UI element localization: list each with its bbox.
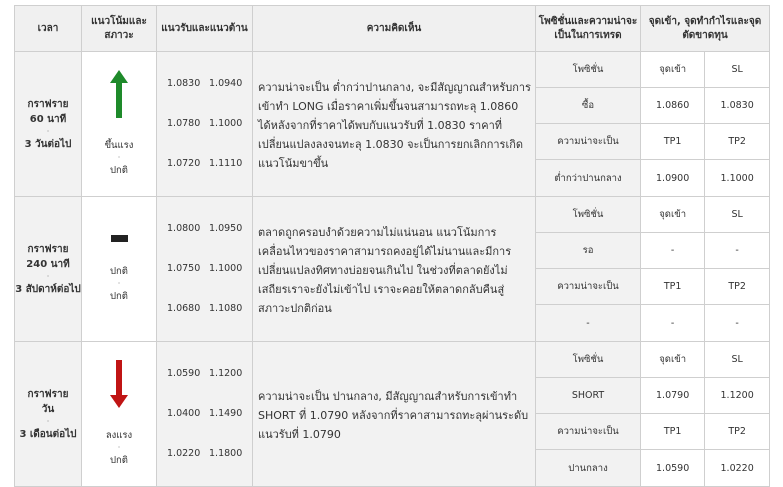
position-grid-header: จุดเข้า xyxy=(641,52,705,88)
support-level: 1.0220 xyxy=(167,448,201,459)
trend-cell xyxy=(82,52,157,197)
trend-cell xyxy=(82,197,157,342)
timeframe-separator: · xyxy=(46,126,50,136)
position-grid-value: - xyxy=(536,305,641,342)
timeframe-horizon: 3 เดือนต่อไป xyxy=(19,428,77,440)
position-grid-header: SL xyxy=(705,197,769,233)
forecast-row-2 xyxy=(15,197,770,342)
position-cell xyxy=(536,52,770,197)
position-grid xyxy=(536,52,769,196)
position-grid-header: โพซิชั่น xyxy=(536,52,641,88)
resistance-level: 1.1490 xyxy=(209,408,243,419)
trend-separator: · xyxy=(117,278,121,288)
trend-flat-dash-icon xyxy=(111,235,128,242)
position-grid-row xyxy=(536,233,769,269)
support-level: 1.0780 xyxy=(167,118,201,129)
position-grid-header: TP1 xyxy=(641,124,705,160)
position-grid-header: ความน่าจะเป็น xyxy=(536,124,641,160)
support-level: 1.0400 xyxy=(167,408,201,419)
trend-cell xyxy=(82,342,157,487)
position-grid-value: 1.0900 xyxy=(641,160,705,197)
position-grid-row xyxy=(536,414,769,450)
trend-down-arrow-icon xyxy=(110,360,128,408)
support-level: 1.0590 xyxy=(167,368,201,379)
position-grid-value: 1.0790 xyxy=(641,378,705,414)
header-trend: แนวโน้มและสภาวะ xyxy=(82,6,157,52)
forecast-row-1 xyxy=(15,52,770,197)
position-grid-header: SL xyxy=(705,52,769,88)
timeframe-separator: · xyxy=(46,416,50,426)
position-grid-value: ปานกลาง xyxy=(536,450,641,487)
position-grid-header: TP2 xyxy=(705,269,769,305)
position-grid-row xyxy=(536,197,769,233)
support-level: 1.0720 xyxy=(167,158,201,169)
position-grid-header: TP2 xyxy=(705,124,769,160)
market-condition: ปกติ xyxy=(110,455,128,466)
forecast-table xyxy=(14,5,770,487)
position-grid-header: TP1 xyxy=(641,269,705,305)
timeframe-separator: · xyxy=(46,271,50,281)
trend-icon-slot xyxy=(82,360,156,408)
trend-icon-slot xyxy=(82,235,156,242)
resistance-level: 1.1200 xyxy=(209,368,243,379)
resistance-level: 1.1110 xyxy=(209,158,243,169)
position-grid-value: 1.0830 xyxy=(705,88,769,124)
timeframe-cell xyxy=(15,197,82,342)
resistance-level: 1.1000 xyxy=(209,263,243,274)
position-grid-value: - xyxy=(705,233,769,269)
trend-label: ขึ้นแรง xyxy=(104,140,134,151)
timeframe-horizon: 3 สัปดาห์ต่อไป xyxy=(15,283,81,295)
timeframe-label: กราฟราย 60 นาที xyxy=(27,98,69,125)
levels-cell xyxy=(157,52,253,197)
position-grid-row xyxy=(536,305,769,342)
position-grid-value: - xyxy=(641,233,705,269)
support-level: 1.0800 xyxy=(167,223,201,234)
position-grid-value: SHORT xyxy=(536,378,641,414)
position-grid-row xyxy=(536,450,769,487)
levels-cell xyxy=(157,197,253,342)
position-grid-row xyxy=(536,88,769,124)
support-level: 1.0830 xyxy=(167,78,201,89)
timeframe-label: กราฟราย 240 นาที xyxy=(26,243,70,270)
forecast-row-3 xyxy=(15,342,770,487)
timeframe-cell xyxy=(15,342,82,487)
comment-cell: ความน่าจะเป็น ต่ำกว่าปานกลาง, จะมีสัญญาณสำหรับการเข้าทำ LONG เมื่อราคาเพิ่มขึ้นจนสามารถทะลุ 1.0860 ได้หลังจากที่ราคาได้พบกับแนวรับที่ 1.0830 ราคาที่เปลี่ยนแปลงลงจนทะลุ 1.0830 จะเป็นการยกเลิกการเกิดแนวโน้มขาขึ้น xyxy=(253,52,536,197)
level-pair xyxy=(167,354,252,394)
trend-icon-slot xyxy=(82,70,156,118)
position-grid-header: SL xyxy=(705,342,769,378)
level-pair xyxy=(167,394,252,434)
header-position: โพซิชั่นและความน่าจะเป็นในการเทรด xyxy=(536,6,641,51)
trend-up-arrow-icon xyxy=(110,70,128,118)
level-pair xyxy=(167,289,252,329)
trend-separator: · xyxy=(117,153,121,162)
position-grid-header: จุดเข้า xyxy=(641,197,705,233)
position-grid-row xyxy=(536,378,769,414)
position-grid-value: รอ xyxy=(536,233,641,269)
resistance-level: 1.1080 xyxy=(209,303,243,314)
trend-separator: · xyxy=(117,443,121,452)
resistance-level: 1.1000 xyxy=(209,118,243,129)
forecast-table-container xyxy=(14,5,769,487)
position-grid-header: โพซิชั่น xyxy=(536,342,641,378)
position-grid-value: 1.0590 xyxy=(641,450,705,487)
position-grid-value: ต่ำกว่าปานกลาง xyxy=(536,160,641,197)
comment-cell: ตลาดถูกครอบงำด้วยความไม่แน่นอน แนวโน้มการเคลื่อนไหวของราคาสามารถคงอยู่ได้ไม่นานและมีการเปลี่ยนแปลงทิศทางบ่อยจนเกินไป ในช่วงที่ตลาดยังไม่เสถียรเราจะยังไม่เข้าไป เราจะคอยให้ตลาดกลับคืนสู่สภาวะปกติก่อน xyxy=(253,197,536,342)
timeframe-label: กราฟราย วัน xyxy=(27,388,69,415)
level-pair xyxy=(167,64,252,104)
position-grid-value: ซื้อ xyxy=(536,88,641,124)
support-level: 1.0680 xyxy=(167,303,201,314)
position-cell xyxy=(536,342,770,487)
trend-label: ปกติ xyxy=(110,265,128,277)
support-level: 1.0750 xyxy=(167,263,201,274)
position-grid xyxy=(536,197,769,341)
header-comment: ความคิดเห็น xyxy=(253,6,536,52)
trend-label: ลงแรง xyxy=(105,430,133,441)
position-grid-header: ความน่าจะเป็น xyxy=(536,414,641,450)
position-grid-row xyxy=(536,342,769,378)
position-grid-row xyxy=(536,160,769,197)
resistance-level: 1.0940 xyxy=(209,78,243,89)
resistance-level: 1.0950 xyxy=(209,223,243,234)
level-pair xyxy=(167,209,252,249)
comment-cell: ความน่าจะเป็น ปานกลาง, มีสัญญาณสำหรับการเข้าทำ SHORT ที่ 1.0790 หลังจากที่ราคาสามารถทะลุผ่านระดับแนวรับที่ 1.0790 xyxy=(253,342,536,487)
position-grid-row xyxy=(536,52,769,88)
position-cell xyxy=(536,197,770,342)
position-grid-value: 1.0860 xyxy=(641,88,705,124)
position-grid-row xyxy=(536,269,769,305)
timeframe-horizon: 3 วันต่อไป xyxy=(24,138,72,150)
level-pair xyxy=(167,434,252,474)
header-levels: แนวรับและแนวต้าน xyxy=(157,6,253,52)
position-grid-value: 1.1000 xyxy=(705,160,769,197)
header-row xyxy=(15,6,770,52)
position-grid-header: จุดเข้า xyxy=(641,342,705,378)
position-grid-header: TP2 xyxy=(705,414,769,450)
header-position-group xyxy=(536,6,770,52)
resistance-level: 1.1800 xyxy=(209,448,243,459)
level-pair xyxy=(167,249,252,289)
level-pair xyxy=(167,104,252,144)
position-grid-header: โพซิชั่น xyxy=(536,197,641,233)
level-pair xyxy=(167,144,252,184)
position-grid-row xyxy=(536,124,769,160)
timeframe-cell xyxy=(15,52,82,197)
position-grid-header: ความน่าจะเป็น xyxy=(536,269,641,305)
header-entry: จุดเข้า, จุดทำกำไรและจุดตัดขาดทุน xyxy=(641,6,770,51)
header-timeframe: เวลา xyxy=(15,6,82,52)
levels-cell xyxy=(157,342,253,487)
position-grid-value: - xyxy=(705,305,769,342)
position-grid-header: TP1 xyxy=(641,414,705,450)
position-grid xyxy=(536,342,769,486)
market-condition: ปกติ xyxy=(110,165,128,176)
position-grid-value: 1.0220 xyxy=(705,450,769,487)
market-condition: ปกติ xyxy=(110,290,128,302)
position-grid-value: - xyxy=(641,305,705,342)
position-grid-value: 1.1200 xyxy=(705,378,769,414)
